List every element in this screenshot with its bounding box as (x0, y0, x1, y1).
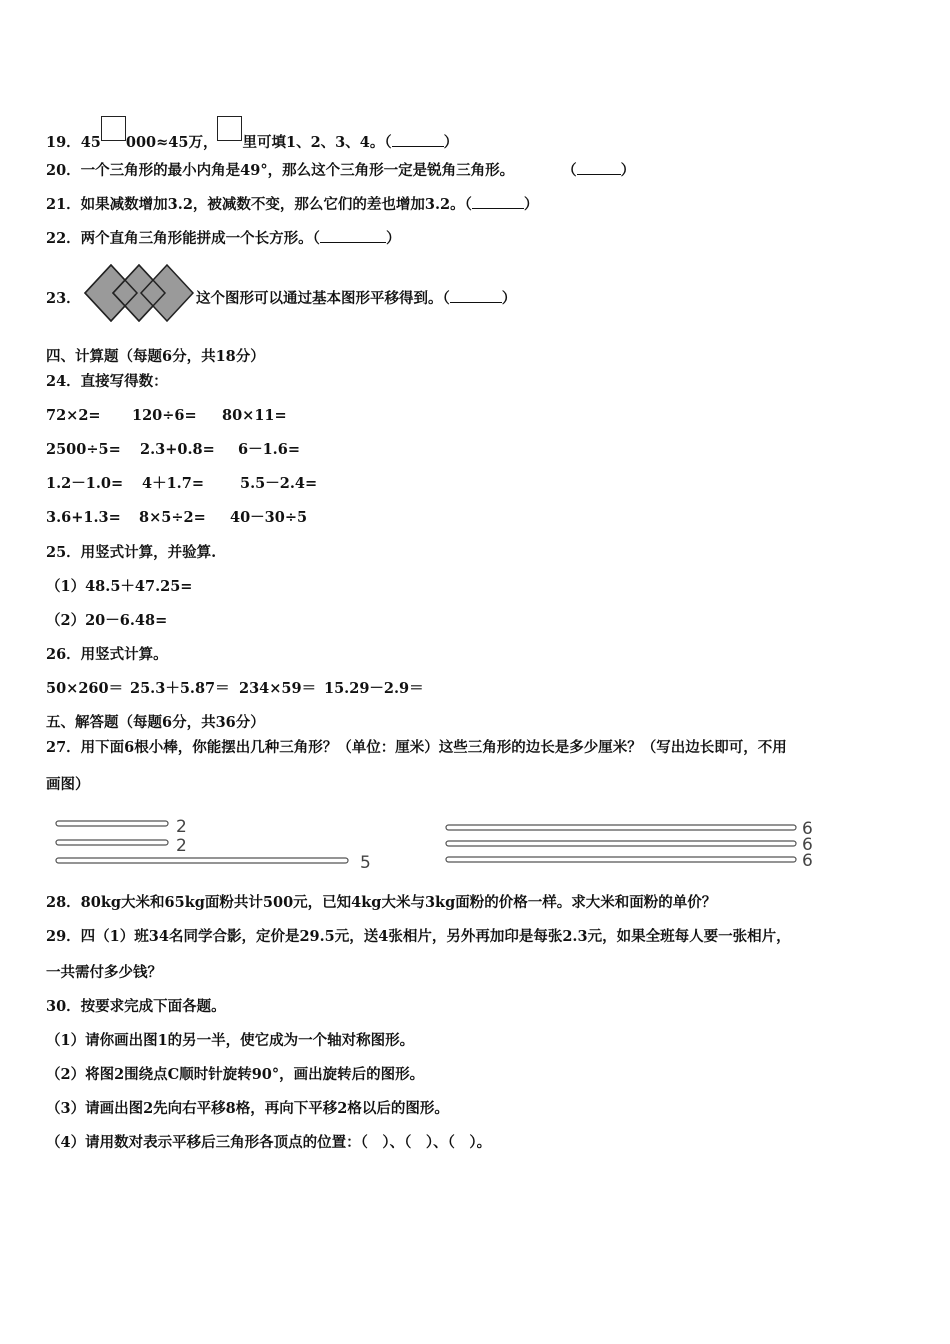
q20-close-paren: ） (620, 162, 636, 179)
q19-answer-box-1[interactable] (101, 116, 126, 141)
question-20 (46, 162, 635, 180)
question-27-line-1: 27．用下面6根小棒，你能摆出几种三角形？（单位：厘米）这些三角形的边长是多少厘米？（写出边长即可，不用 (46, 739, 787, 756)
q23-answer-blank[interactable] (450, 290, 502, 303)
question-19 (46, 116, 458, 152)
q30-part-1: （1）请你画出图1的另一半，使它成为一个轴对称图形。 (46, 1032, 415, 1049)
q22-close-paren: ） (385, 230, 401, 247)
stick-6cm-b (446, 841, 796, 846)
q19-close-paren: ） (443, 134, 459, 151)
question-21 (46, 196, 538, 214)
q24-item: 72×2= (46, 407, 101, 424)
stick-label: 6 (802, 835, 813, 855)
stick-label: 6 (802, 851, 813, 871)
stick-label: 6 (802, 819, 813, 839)
q20-answer-blank[interactable] (577, 162, 621, 175)
q19-answer-box-2[interactable] (217, 116, 242, 141)
q21-answer-blank[interactable] (472, 196, 524, 209)
q26-item: 25.3＋5.87＝ (130, 680, 230, 697)
q24-item: 5.5－2.4= (240, 475, 318, 492)
q22-text: 22．两个直角三角形能拼成一个长方形。（ (46, 230, 320, 247)
q25-part-1: （1）48.5＋47.25= (46, 578, 193, 595)
q24-item: 8×5÷2= (139, 509, 206, 526)
stick-6cm-a (446, 825, 796, 830)
diamond-3 (141, 265, 193, 321)
question-23 (196, 290, 516, 308)
q19-number: 19． (46, 134, 81, 151)
q19-part-a: 45 (80, 134, 101, 151)
q24-item: 2.3+0.8= (140, 441, 215, 458)
q30-part-4: （4）请用数对表示平移后三角形各顶点的位置：（ ）、（ ）、（ ）。 (46, 1134, 492, 1151)
stick-label: 2 (176, 817, 187, 837)
translated-diamonds-figure (83, 263, 195, 323)
q30-part-2: （2）将图2围绕点C顺时针旋转90°，画出旋转后的图形。 (46, 1066, 425, 1083)
stick-2cm-b (56, 840, 168, 845)
q24-item: 3.6+1.3= (46, 509, 121, 526)
q26-item: 50×260＝ (46, 680, 124, 697)
stick-label: 2 (176, 836, 187, 856)
question-24-title: 24．直接写得数： (46, 373, 168, 390)
sticks-right-figure (444, 815, 824, 873)
question-29-line-2: 一共需付多少钱？ (46, 964, 162, 981)
q22-answer-blank[interactable] (320, 230, 386, 243)
q24-item: 1.2－1.0= (46, 475, 124, 492)
stick-label: 5 (360, 853, 371, 873)
q24-item: 40－30÷5 (230, 509, 308, 526)
question-22 (46, 230, 400, 248)
stick-5cm (56, 858, 348, 863)
question-29-line-1: 29．四（1）班34名同学合影，定价是29.5元，送4张相片，另外再加印是每张2.3元，如果全班每人要一张相片， (46, 928, 791, 945)
q19-answer-blank[interactable] (392, 134, 444, 147)
stick-6cm-c (446, 857, 796, 862)
q21-text: 21．如果减数增加3.2，被减数不变，那么它们的差也增加3.2。（ (46, 196, 472, 213)
q24-item: 4＋1.7= (142, 475, 204, 492)
q30-part-3: （3）请画出图2先向右平移8格，再向下平移2格以后的图形。 (46, 1100, 449, 1117)
q26-item: 15.29－2.9＝ (324, 680, 424, 697)
question-28: 28．80kg大米和65kg面粉共计500元，已知4kg大米与3kg面粉的价格一样。求大米和面粉的单价？ (46, 894, 717, 911)
stick-2cm-a (56, 821, 168, 826)
q26-item: 234×59＝ (239, 680, 317, 697)
q24-item: 6－1.6= (238, 441, 300, 458)
q19-part-b: 000≈45万， (125, 134, 218, 151)
q24-item: 80×11= (222, 407, 287, 424)
q24-item: 2500÷5= (46, 441, 121, 458)
q19-part-c: 里可填1、2、3、4。（ (242, 134, 392, 151)
question-23-number: 23． (46, 290, 81, 307)
question-26-title: 26．用竖式计算。 (46, 646, 168, 663)
q23-close-paren: ） (501, 290, 517, 307)
sticks-left-figure (54, 815, 384, 873)
q20-text: 20．一个三角形的最小内角是49°，那么这个三角形一定是锐角三角形。 (46, 162, 515, 179)
q21-close-paren: ） (523, 196, 539, 213)
q24-item: 120÷6= (132, 407, 197, 424)
question-27-line-2: 画图） (46, 776, 90, 793)
question-30-title: 30．按要求完成下面各题。 (46, 998, 226, 1015)
question-25-title: 25．用竖式计算，并验算. (46, 544, 217, 561)
section-5-heading: 五、解答题（每题6分，共36分） (46, 714, 265, 731)
q23-text: 这个图形可以通过基本图形平移得到。（ (196, 290, 450, 307)
q25-part-2: （2）20－6.48= (46, 612, 168, 629)
section-4-heading: 四、计算题（每题6分，共18分） (46, 348, 265, 365)
q20-open-paren: （ (562, 162, 577, 179)
